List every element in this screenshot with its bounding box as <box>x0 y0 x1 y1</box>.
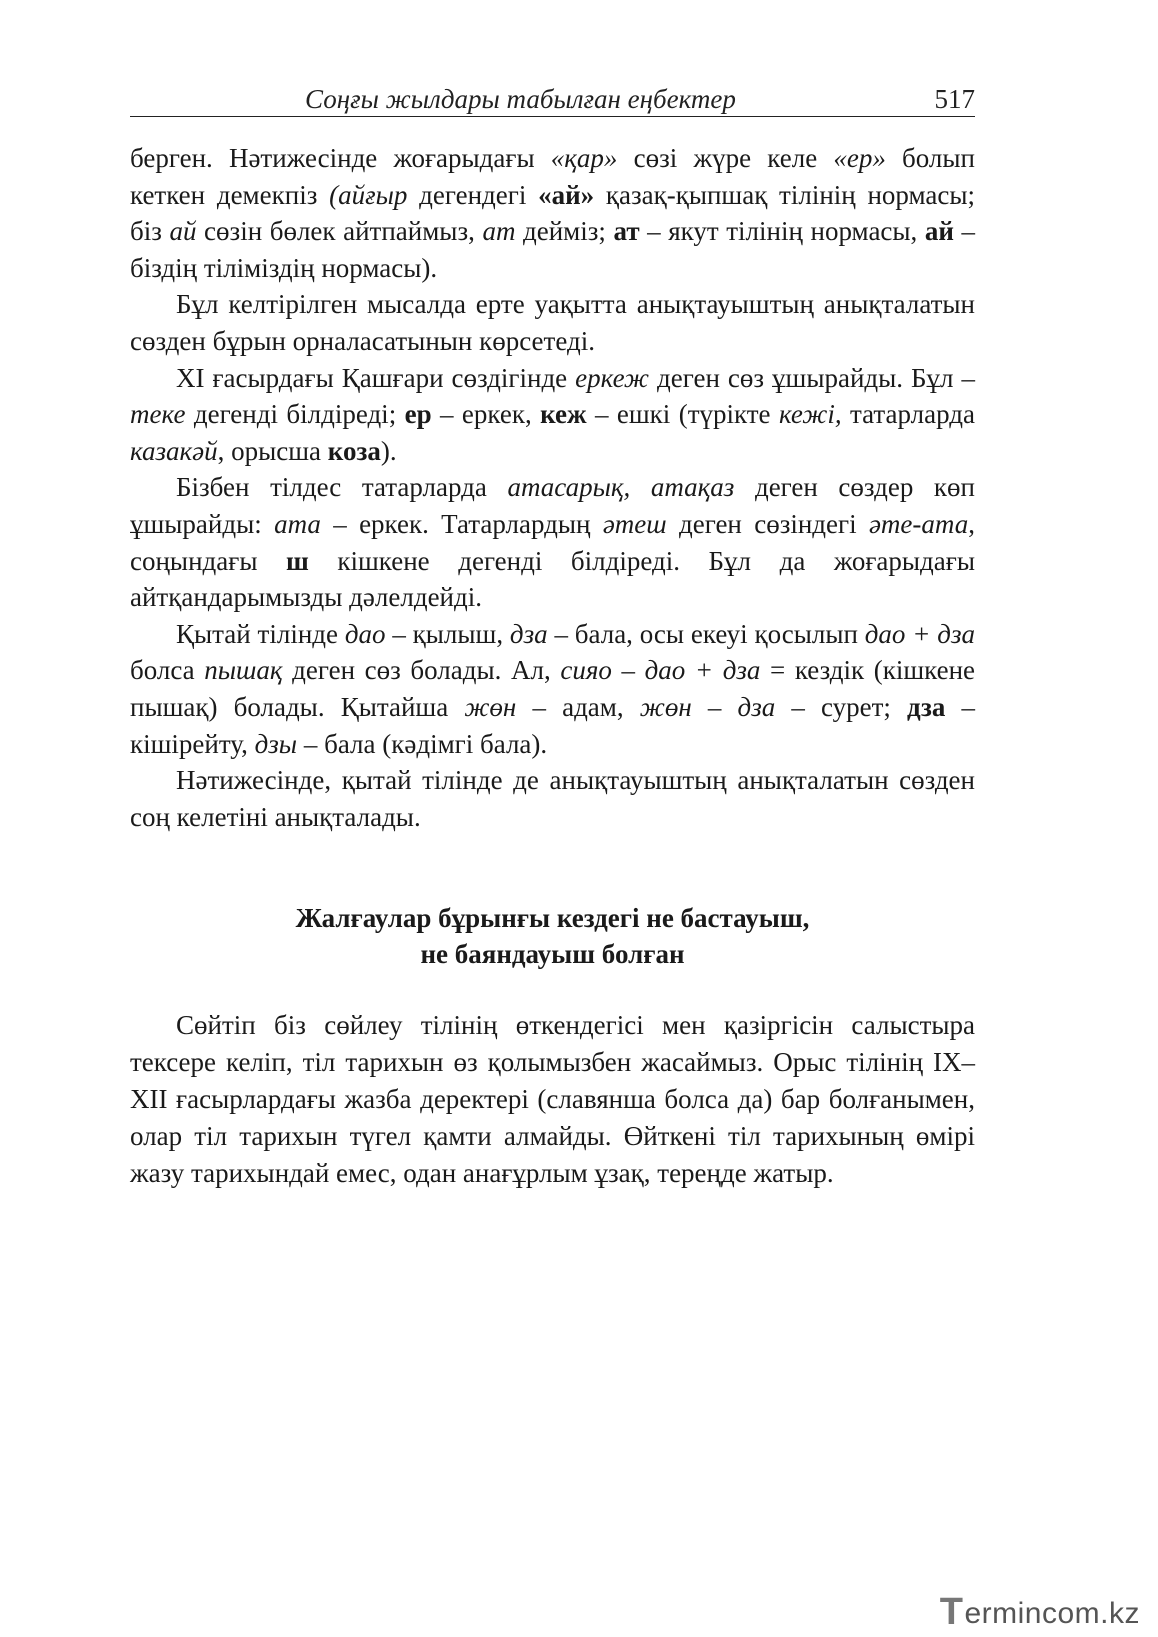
paragraph-6: Нәтижесінде, қытай тілінде де анықтауыштың анықталатын сөзден соң келетіні анықталады. <box>130 765 975 832</box>
section-paragraph-1: Сөйтіп біз сөйлеу тілінің өткендегісі мен қазіргісін салыстыра тексере келіп, тіл тарихын өз қолымызбен жасаймыз. Орыс тілінің IX–XII ғасырлардағы жазба деректері (славянша болса да) бар болғанымен, олар тіл тарихын түгел қамти алмайды. Өйткені тіл тарихының өмірі жазу тарихындай емес, одан анағұрлым ұзақ, тереңде жатыр. <box>130 1010 975 1188</box>
watermark-text: ermincom.kz <box>964 1597 1140 1630</box>
running-title: Соңғы жылдары табылған еңбектер <box>305 84 736 114</box>
section-body-text <box>130 1007 975 1192</box>
section-heading-line-2: не баяндауыш болған <box>420 939 685 969</box>
paragraph-3: XI ғасырдағы Қашғари сөздігінде еркеж деген сөз ұшырайды. Бұл – теке дегенді білдіреді; ер – еркек, кеж – ешкі (түрікте кежі, татарларда казакәй, орысша коза). <box>130 362 975 466</box>
paragraph-1: берген. Нәтижесінде жоғарыдағы «қар» сөзі жүре келе «ер» болып кеткен демекпіз (айғыр дегендегі «ай» қазақ-қыпшақ тілінің нормасы; біз ай сөзін бөлек айтпаймыз, ат дейміз; ат – якут тілінің нормасы, ай – біздің тіліміздің нормасы). <box>130 143 976 283</box>
body-text <box>130 140 975 835</box>
paragraph-2: Бұл келтірілген мысалда ерте уақытта анықтауыштың анықталатын сөзден бұрын орналасатынын көрсетеді. <box>130 289 975 356</box>
page-number: 517 <box>934 84 975 114</box>
paragraph-4: Бізбен тілдес татарларда атасарық, атақаз деген сөздер көп ұшырайды: ата – еркек. Татарлардың әтеш деген сөзіндегі әте-ата, соңындағы ш кішкене дегенді білдіреді. Бұл да жоғарыдағы айтқандарымызды дәлелдейді. <box>130 472 975 613</box>
section-heading <box>130 900 975 972</box>
section-heading-line-1: Жалғаулар бұрынғы кездегі не бастауыш, <box>295 903 810 933</box>
watermark-initial: T <box>939 1591 964 1633</box>
paragraph-5: Қытай тілінде дао – қылыш, дза – бала, осы екеуі қосылып дао + дза болса пышақ деген сөз болады. Ал, сияо – дао + дза = кездік (кішкене пышақ) болады. Қытайша жөн – адам, жөн – дза – сурет; дза – кішірейту, дзы – бала (кәдімгі бала). <box>130 618 976 759</box>
terminkom-watermark-logo <box>940 1593 1140 1631</box>
page-header <box>130 82 975 117</box>
